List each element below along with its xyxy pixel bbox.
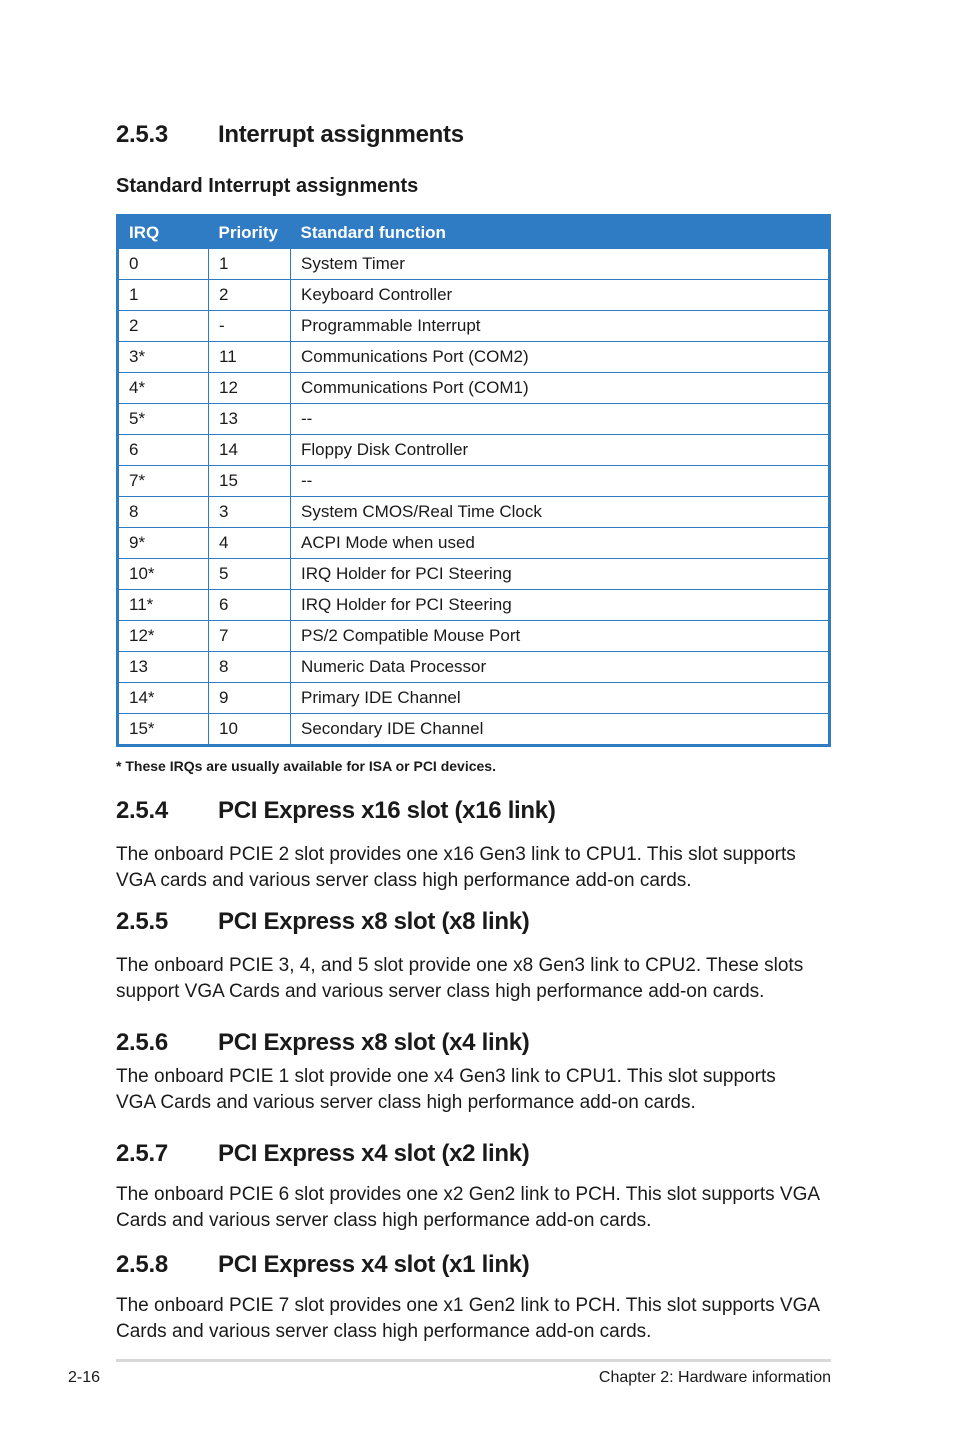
irq-cell: 15* xyxy=(118,714,209,746)
priority-cell: 7 xyxy=(209,621,291,652)
section-title: PCI Express x8 slot (x4 link) xyxy=(218,1029,530,1056)
irq-cell: 4* xyxy=(118,373,209,404)
section-heading-2-5-3 xyxy=(116,121,464,149)
priority-cell: 9 xyxy=(209,683,291,714)
priority-cell: 10 xyxy=(209,714,291,746)
priority-cell: 12 xyxy=(209,373,291,404)
table-row xyxy=(118,373,830,404)
irq-cell: 14* xyxy=(118,683,209,714)
table-row xyxy=(118,714,830,746)
function-cell: Programmable Interrupt xyxy=(291,311,830,342)
priority-cell: 3 xyxy=(209,497,291,528)
section-number: 2.5.5 xyxy=(116,908,168,935)
irq-cell: 1 xyxy=(118,280,209,311)
table-row xyxy=(118,404,830,435)
priority-cell: 1 xyxy=(209,249,291,280)
irq-cell: 7* xyxy=(118,466,209,497)
section-paragraph xyxy=(116,953,836,1005)
section-title: PCI Express x4 slot (x1 link) xyxy=(218,1251,530,1278)
paragraph-line: The onboard PCIE 7 slot provides one x1 Gen2 link to PCH. This slot supports VGA xyxy=(116,1295,821,1316)
table-row xyxy=(118,435,830,466)
priority-cell: 6 xyxy=(209,590,291,621)
priority-cell: 13 xyxy=(209,404,291,435)
priority-cell: 2 xyxy=(209,280,291,311)
function-cell: System Timer xyxy=(291,249,830,280)
section-number: 2.5.8 xyxy=(116,1251,168,1278)
paragraph-line: VGA Cards and various server class high performance add-on cards. xyxy=(116,1092,696,1113)
function-cell: IRQ Holder for PCI Steering xyxy=(291,590,830,621)
priority-cell: 11 xyxy=(209,342,291,373)
irq-cell: 11* xyxy=(118,590,209,621)
section-heading-2-5-7 xyxy=(116,1140,529,1168)
priority-cell: - xyxy=(209,311,291,342)
section-title: Interrupt assignments xyxy=(218,121,464,148)
paragraph-line: The onboard PCIE 1 slot provide one x4 Gen3 link to CPU1. This slot supports xyxy=(116,1066,776,1087)
paragraph-line: The onboard PCIE 2 slot provides one x16 Gen3 link to CPU1. This slot supports xyxy=(116,844,796,865)
table-row xyxy=(118,683,830,714)
section-title: PCI Express x8 slot (x8 link) xyxy=(218,908,530,935)
irq-cell: 2 xyxy=(118,311,209,342)
section-heading-2-5-8 xyxy=(116,1251,529,1279)
section-paragraph xyxy=(116,1182,836,1234)
function-cell: Floppy Disk Controller xyxy=(291,435,830,466)
priority-cell: 4 xyxy=(209,528,291,559)
table-row xyxy=(118,652,830,683)
function-cell: Communications Port (COM1) xyxy=(291,373,830,404)
column-header-priority: Priority xyxy=(209,216,291,249)
subsection-heading: Standard Interrupt assignments xyxy=(116,175,419,197)
section-paragraph xyxy=(116,842,836,894)
function-cell: PS/2 Compatible Mouse Port xyxy=(291,621,830,652)
chapter-label: Chapter 2: Hardware information xyxy=(598,1369,831,1386)
table-footnote: * These IRQs are usually available for ISA or PCI devices. xyxy=(116,758,496,774)
paragraph-line: The onboard PCIE 3, 4, and 5 slot provide one x8 Gen3 link to CPU2. These slots xyxy=(116,955,804,976)
function-cell: -- xyxy=(291,466,830,497)
column-header-irq: IRQ xyxy=(118,216,209,249)
table-row xyxy=(118,621,830,652)
paragraph-line: Cards and various server class high performance add-on cards. xyxy=(116,1210,652,1231)
function-cell: Numeric Data Processor xyxy=(291,652,830,683)
function-cell: Keyboard Controller xyxy=(291,280,830,311)
section-heading-2-5-4 xyxy=(116,797,556,825)
irq-cell: 9* xyxy=(118,528,209,559)
table-row xyxy=(118,311,830,342)
irq-cell: 5* xyxy=(118,404,209,435)
function-cell: Secondary IDE Channel xyxy=(291,714,830,746)
paragraph-line: VGA cards and various server class high performance add-on cards. xyxy=(116,870,692,891)
section-heading-2-5-6 xyxy=(116,1029,529,1057)
table-row xyxy=(118,497,830,528)
paragraph-line: Cards and various server class high performance add-on cards. xyxy=(116,1321,652,1342)
table-row xyxy=(118,249,830,280)
function-cell: Communications Port (COM2) xyxy=(291,342,830,373)
table-header-row xyxy=(118,216,830,249)
column-header-function: Standard function xyxy=(291,216,830,249)
irq-cell: 8 xyxy=(118,497,209,528)
table-row xyxy=(118,528,830,559)
table-row xyxy=(118,342,830,373)
function-cell: -- xyxy=(291,404,830,435)
priority-cell: 15 xyxy=(209,466,291,497)
priority-cell: 5 xyxy=(209,559,291,590)
section-number: 2.5.7 xyxy=(116,1140,168,1167)
interrupt-table xyxy=(116,214,831,747)
irq-cell: 13 xyxy=(118,652,209,683)
function-cell: ACPI Mode when used xyxy=(291,528,830,559)
table-row xyxy=(118,466,830,497)
irq-cell: 3* xyxy=(118,342,209,373)
table-row xyxy=(118,590,830,621)
section-paragraph xyxy=(116,1293,836,1345)
irq-cell: 12* xyxy=(118,621,209,652)
section-number: 2.5.3 xyxy=(116,121,168,148)
section-title: PCI Express x16 slot (x16 link) xyxy=(218,797,556,824)
table-row xyxy=(118,280,830,311)
priority-cell: 8 xyxy=(209,652,291,683)
section-title: PCI Express x4 slot (x2 link) xyxy=(218,1140,530,1167)
function-cell: System CMOS/Real Time Clock xyxy=(291,497,830,528)
footer-divider xyxy=(116,1359,831,1362)
function-cell: Primary IDE Channel xyxy=(291,683,830,714)
priority-cell: 14 xyxy=(209,435,291,466)
paragraph-line: support VGA Cards and various server class high performance add-on cards. xyxy=(116,981,765,1002)
section-paragraph xyxy=(116,1064,836,1116)
section-number: 2.5.4 xyxy=(116,797,168,824)
function-cell: IRQ Holder for PCI Steering xyxy=(291,559,830,590)
page-number: 2-16 xyxy=(68,1369,101,1386)
table-row xyxy=(118,559,830,590)
paragraph-line: The onboard PCIE 6 slot provides one x2 Gen2 link to PCH. This slot supports VGA xyxy=(116,1184,821,1205)
section-number: 2.5.6 xyxy=(116,1029,168,1056)
irq-cell: 10* xyxy=(118,559,209,590)
irq-cell: 6 xyxy=(118,435,209,466)
irq-cell: 0 xyxy=(118,249,209,280)
section-heading-2-5-5 xyxy=(116,908,529,936)
